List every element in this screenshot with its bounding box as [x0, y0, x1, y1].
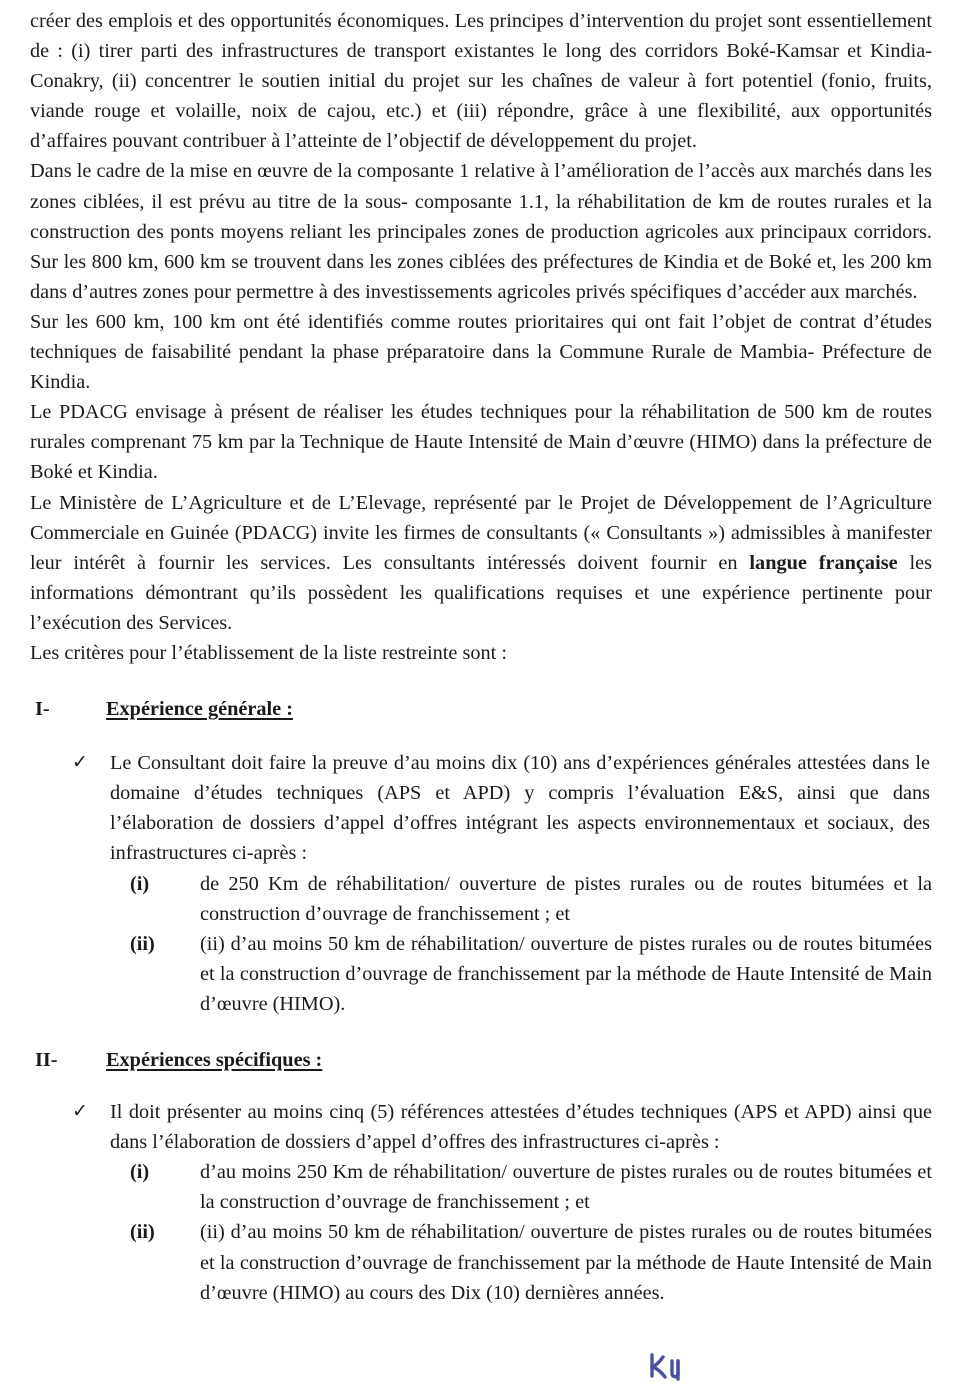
- paragraph-2: Dans le cadre de la mise en œuvre de la composante 1 relative à l’amélioration de l’accès aux marchés dans les zones ciblées, il est prévu au titre de la sous- composante 1.1, la réhabilitation de km de routes rurales et la construction des ponts moyens reliant les principales zones de production agricoles aux principaux corridors. Sur les 800 km, 600 km se trouvent dans les zones ciblées des préfectures de Kindia et de Boké et, les 200 km dans d’autres zones pour permettre à des investissements agricoles privés spécifiques d’accéder aux marchés.: [30, 160, 932, 303]
- checklist-item-1: [30, 726, 932, 868]
- section-heading-2: [30, 1019, 932, 1077]
- paragraph-6: Les critères pour l’établissement de la liste restreinte sont :: [30, 641, 508, 664]
- paragraph-1: créer des emplois et des opportunités économiques. Les principes d’intervention du projet sont essentiellement de : (i) tirer parti des infrastructures de transport existantes le long des corridors Boké-Kamsar et Kindia-Conakry, (ii) concentrer le soutien initial du projet sur les chaînes de valeur à fort potentiel (fonio, fruits, viande rouge et volaille, noix de cajou, etc.) et (iii) répondre, grâce à une flexibilité, aux opportunités d’affaires pouvant contribuer à l’atteinte de l’objectif de développement du projet.: [30, 10, 932, 153]
- checklist-item-2: [30, 1077, 932, 1157]
- roman-item: [30, 929, 932, 1019]
- section-title-2: Expériences spécifiques :: [106, 1049, 323, 1071]
- paragraph-5-part-1: Le Ministère de L’Agriculture et de L’Elevage, représenté par le Projet de Développement de l’Agriculture Commerciale en Guinée (PDACG) invite les firmes de consultants (« Consultants ») admissibles à manifester leur intérêt à fournir les services. Les consultants intéressés doivent fournir en: [30, 491, 932, 574]
- roman-item: [30, 869, 932, 929]
- roman-marker: (ii): [130, 1221, 155, 1244]
- checklist-item-2-text: Il doit présenter au moins cinq (5) références attestées d’études techniques (APS et APD) ainsi que dans l’élaboration de dossiers d’appel d’offres des infrastructures ci-après :: [110, 1101, 932, 1154]
- checkmark-icon: ✓: [72, 752, 88, 774]
- section-number-2: II-: [35, 1049, 58, 1071]
- roman-item: [30, 1217, 932, 1307]
- section-heading-1: [30, 668, 932, 726]
- roman-list-section-2: [30, 1157, 932, 1307]
- roman-text: (ii) d’au moins 50 km de réhabilitation/ ouverture de pistes rurales ou de routes bitumées et la construction d’ouvrage de franchissement par la méthode de Haute Intensité de Main d’œuvre (HIMO) au cours des Dix (10) dernières années.: [200, 1221, 932, 1304]
- section-title-1: Expérience générale :: [106, 698, 293, 721]
- roman-text: d’au moins 250 Km de réhabilitation/ ouverture de pistes rurales ou de routes bitumées et la construction d’ouvrage de franchissement ; et: [200, 1161, 932, 1214]
- roman-marker: (ii): [130, 932, 155, 955]
- checkmark-icon: ✓: [72, 1101, 88, 1123]
- roman-item: [30, 1157, 932, 1217]
- section-number-1: I-: [35, 698, 50, 721]
- roman-list-section-1: [30, 869, 932, 1019]
- emphasis-langue-francaise: langue française: [749, 551, 898, 574]
- paragraph-4: Le PDACG envisage à présent de réaliser les études techniques pour la réhabilitation de 500 km de routes rurales comprenant 75 km par la Technique de Haute Intensité de Main d’œuvre (HIMO) dans la préfecture de Boké et Kindia.: [30, 401, 932, 484]
- roman-marker: (i): [130, 1161, 150, 1184]
- handwritten-initial-icon: [645, 1352, 691, 1382]
- paragraph-3: Sur les 600 km, 100 km ont été identifiés comme routes prioritaires qui ont fait l’objet de contrat d’études techniques de faisabilité pendant la phase préparatoire dans la Commune Rurale de Mambia- Préfecture de Kindia.: [30, 310, 932, 394]
- paragraph-5: [30, 488, 932, 638]
- checklist-item-1-text: Le Consultant doit faire la preuve d’au moins dix (10) ans d’expériences générales attestées dans le domaine d’études techniques (APS et APD) y compris l’évaluation E&S, ainsi que dans l’élaboration de dossiers d’appel d’offres intégrant les aspects environnementaux et sociaux, des infrastructures ci-après :: [110, 752, 930, 865]
- roman-text: (ii) d’au moins 50 km de réhabilitation/ ouverture de pistes rurales ou de routes bitumées et la construction d’ouvrage de franchissement par la méthode de Haute Intensité de Main d’œuvre (HIMO).: [200, 932, 932, 1015]
- roman-text: de 250 Km de réhabilitation/ ouverture de pistes rurales ou de routes bitumées et la construction d’ouvrage de franchissement ; et: [200, 872, 932, 925]
- roman-marker: (i): [130, 872, 150, 895]
- paragraph-5-part-2: les informations démontrant qu’ils possèdent les qualifications requises et une expérience pertinente pour l’exécution des Services.: [30, 551, 932, 634]
